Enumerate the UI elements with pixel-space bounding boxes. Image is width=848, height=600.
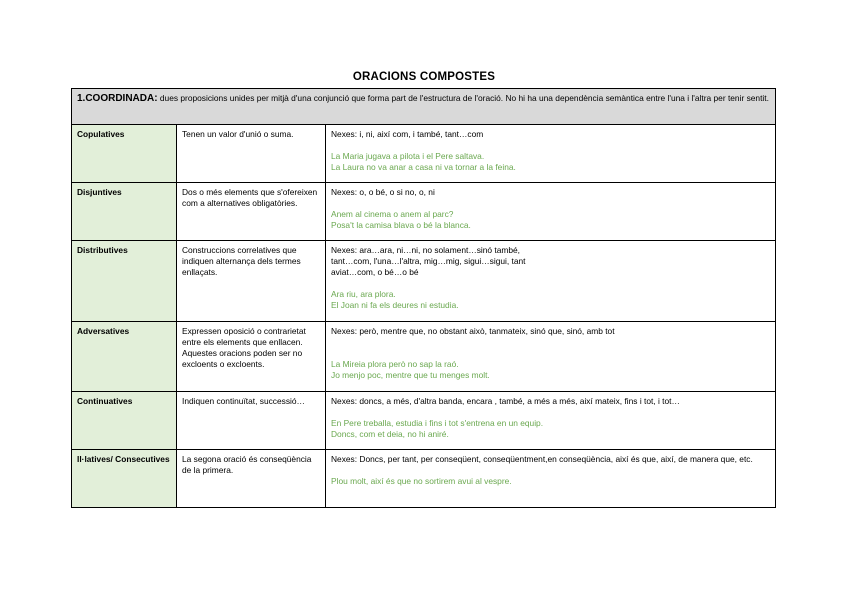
example-text: Jo menjo poc, mentre que tu menges molt. bbox=[331, 370, 490, 380]
example-text: Posa't la camisa blava o bé la blanca. bbox=[331, 220, 471, 230]
example-text: Anem al cinema o anem al parc? bbox=[331, 209, 454, 219]
category-cell: Copulatives bbox=[72, 125, 177, 183]
table-row bbox=[72, 322, 776, 392]
category-cell: Il·latives/ Consecutives bbox=[72, 450, 177, 508]
definition-cell: Construccions correlatives que indiquen alternança dels termes enllaçats. bbox=[177, 241, 326, 322]
nexes-cell bbox=[326, 392, 776, 450]
compound-sentences-table bbox=[71, 88, 776, 508]
definition-cell: Dos o més elements que s'ofereixen com a alternatives obligatòries. bbox=[177, 183, 326, 241]
example-text: La Laura no va anar a casa ni va tornar a la feina. bbox=[331, 162, 516, 172]
category-cell: Disjuntives bbox=[72, 183, 177, 241]
nexes-text: tant…com, l'una…l'altra, mig…mig, sigui…sigui, tant bbox=[331, 256, 526, 266]
section-label: 1.COORDINADA: bbox=[77, 93, 158, 104]
nexes-cell bbox=[326, 241, 776, 322]
example-text: Plou molt, així és que no sortirem avui al vespre. bbox=[331, 476, 512, 486]
example-text: En Pere treballa, estudia i fins i tot s'entrena en un equip. bbox=[331, 418, 544, 428]
category-cell: Adversatives bbox=[72, 322, 177, 392]
nexes-cell bbox=[326, 183, 776, 241]
nexes-cell bbox=[326, 322, 776, 392]
nexes-text: Nexes: ara…ara, ni…ni, no solament…sinó també, bbox=[331, 245, 520, 255]
example-text: La Mireia plora però no sap la raó. bbox=[331, 359, 459, 369]
example-text: Doncs, com et deia, no hi aniré. bbox=[331, 429, 449, 439]
definition-cell: La segona oració és conseqüència de la primera. bbox=[177, 450, 326, 508]
section-header-cell bbox=[72, 89, 776, 125]
nexes-cell bbox=[326, 450, 776, 508]
nexes-text: Nexes: o, o bé, o si no, o, ni bbox=[331, 187, 435, 197]
nexes-text: aviat…com, o bé…o bé bbox=[331, 267, 419, 277]
table-row bbox=[72, 183, 776, 241]
category-cell: Continuatives bbox=[72, 392, 177, 450]
nexes-cell bbox=[326, 125, 776, 183]
definition-cell: Tenen un valor d'unió o suma. bbox=[177, 125, 326, 183]
nexes-text: Nexes: i, ni, així com, i també, tant…com bbox=[331, 129, 484, 139]
table-row bbox=[72, 392, 776, 450]
nexes-text: Nexes: Doncs, per tant, per conseqüent, conseqüentment,en conseqüència, així és que, així, de manera que, etc. bbox=[331, 454, 753, 464]
nexes-text: Nexes: doncs, a més, d'altra banda, encara , també, a més a més, així mateix, fins i tot, i tot… bbox=[331, 396, 680, 406]
nexes-text: Nexes: però, mentre que, no obstant això, tanmateix, sinó que, sinó, amb tot bbox=[331, 326, 615, 336]
document-title: ORACIONS COMPOSTES bbox=[352, 71, 496, 83]
table-row bbox=[72, 241, 776, 322]
example-text: Ara riu, ara plora. bbox=[331, 289, 396, 299]
section-header-row bbox=[72, 89, 776, 125]
category-cell: Distributives bbox=[72, 241, 177, 322]
section-description: dues proposicions unides per mitjà d'una conjunció que forma part de l'estructura de l'oració. No hi ha una dependència semàntica entre l'una i l'altra per tenir sentit. bbox=[157, 93, 769, 103]
example-text: La Maria jugava a pilota i el Pere saltava. bbox=[331, 151, 485, 161]
definition-cell: Expressen oposició o contrarietat entre els elements que enllacen. Aquestes oracions poden ser no excloents o excloents. bbox=[177, 322, 326, 392]
definition-cell: Indiquen continuïtat, successió… bbox=[177, 392, 326, 450]
table-row bbox=[72, 125, 776, 183]
example-text: El Joan ni fa els deures ni estudia. bbox=[331, 300, 459, 310]
table-row bbox=[72, 450, 776, 508]
